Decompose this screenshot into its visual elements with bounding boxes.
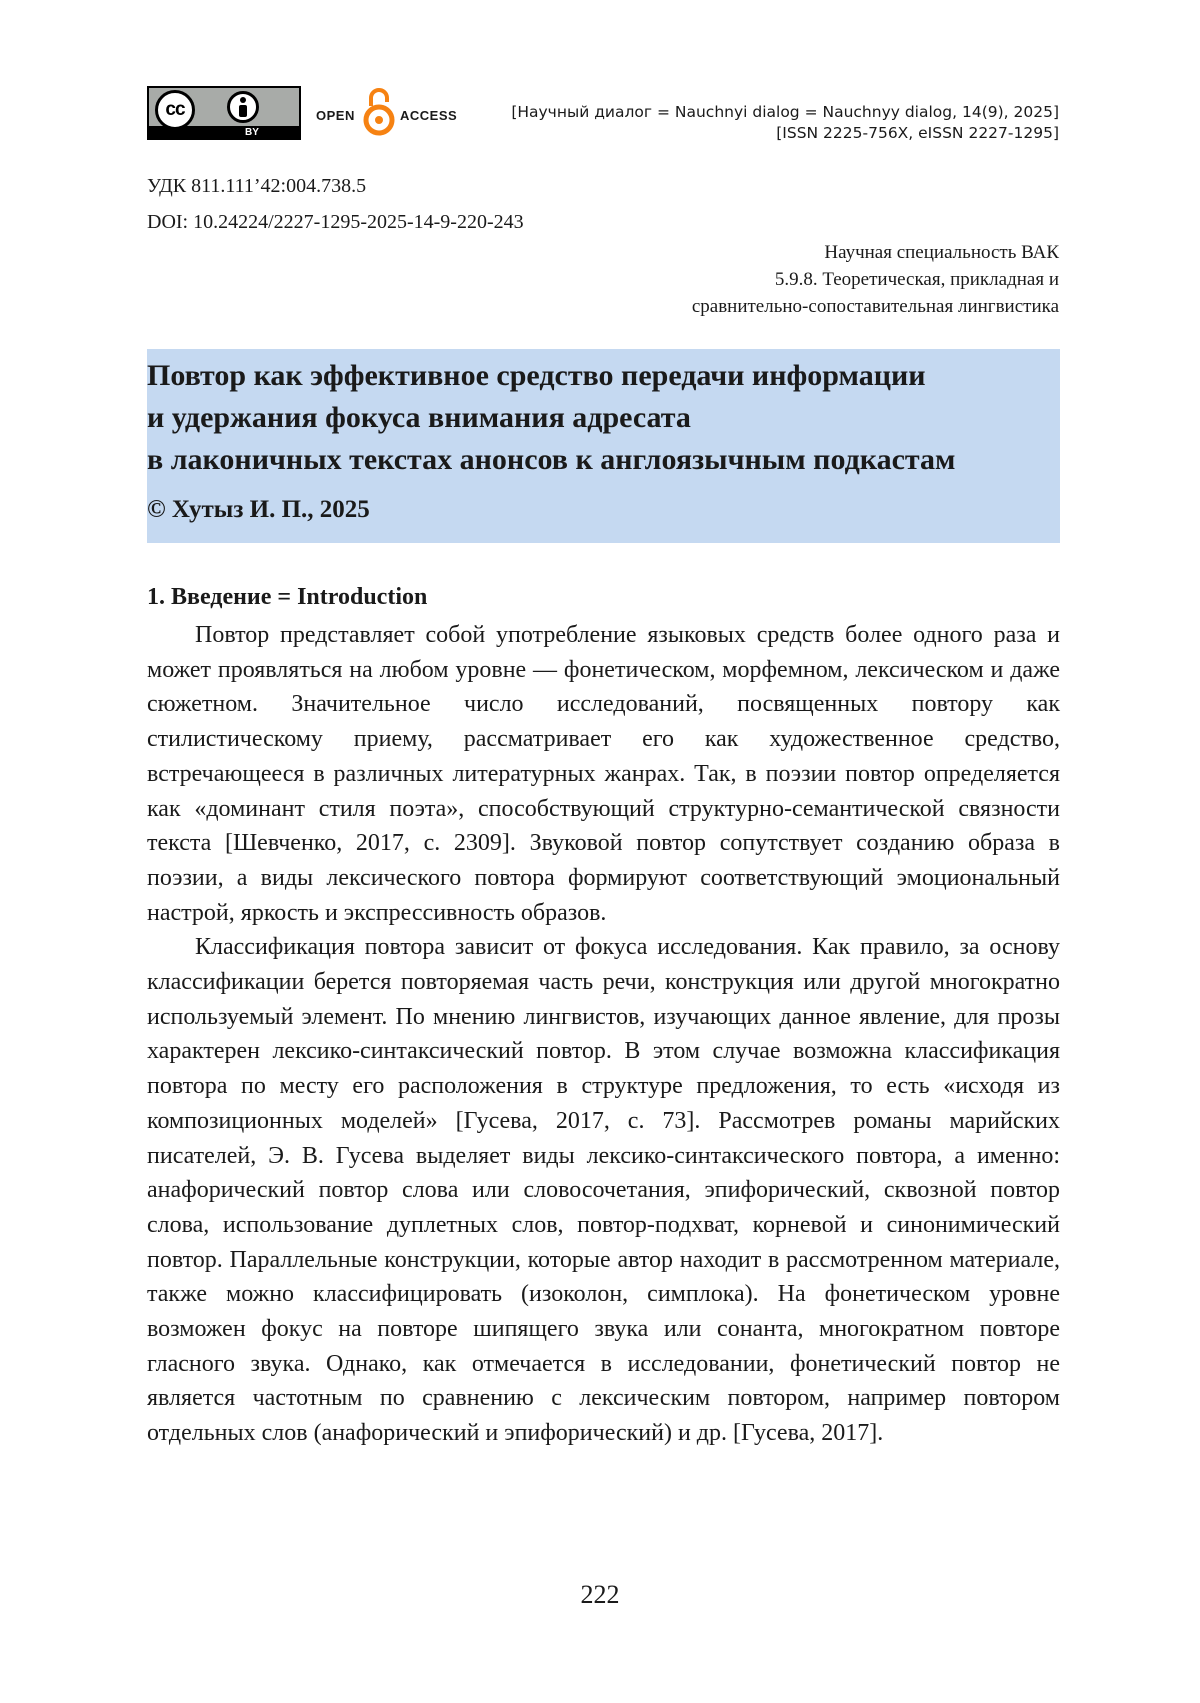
attribution-person-icon <box>227 91 259 123</box>
article-title <box>147 355 955 481</box>
body-paragraph: Классификация повтора зависит от фокуса исследования. Как правило, за основу классификации берется повторяемая часть речи, конструкция или другой многократно используемый элемент. По мнению лингвистов, изучающих данное явление, для прозы характерен лексико-синтаксический повтор. В этом случае возможна классификация повтора по месту его расположения в структуре предложения, то есть «исходя из композиционных моделей» [Гусева, 2017, с. 73]. Рассмотрев романы марийских писателей, Э. В. Гусева выделяет виды лексико-синтаксического повтора, а именно: анафорический повтор слова или словосочетания, эпифорический, сквозной повтор слова, использование дуплетных слов, повтор-подхват, корневой и синонимический повтор. Параллельные конструкции, которые автор находит в рассмотренном материале, также можно классифицировать (изоколон, симплока). На фонетическом уровне возможен фокус на повторе шипящего звука или сонанта, многократном повторе гласного звука. Однако, как отмечается в исследовании, фонетический повтор не является частотным по сравнению с лексическим повтором, например повтором отдельных слов (анафорический и эпифорический) и др. [Гусева, 2017]. <box>147 934 1060 1447</box>
open-access-open-text: OPEN <box>316 108 355 123</box>
creative-commons-icon: cc <box>155 90 195 130</box>
body-paragraph: Повтор представляет собой употребление языковых средств более одного раза и может проявляться на любом уровне — фонетическом, морфемном, лексическом и даже сюжетном. Значительное число исследований, посвященных повтору как стилистическому приему, рассматривает его как художественное средство, встречающееся в различных литературных жанрах. Так, в поэзии повтор определяется как «доминант стиля поэта», способствующий структурно-семантической связности текста [Шевченко, 2017, с. 2309]. Звуковой повтор сопутствует созданию образа в поэзии, а виды лексического повтора формируют соответствующий эмоциональный настрой, яркость и экспрессивность образов. <box>147 622 1060 926</box>
article-title-block <box>147 349 1060 543</box>
doi-identifier[interactable]: DOI: 10.24224/2227-1295-2025-14-9-220-243 <box>147 211 524 233</box>
journal-issn-line: [ISSN 2225-756X, eISSN 2227-1295] <box>776 124 1059 142</box>
journal-citation-header <box>511 102 1059 144</box>
page-number: 222 <box>580 1580 620 1609</box>
open-access-logo[interactable] <box>316 86 466 138</box>
vak-specialty-name: сравнительно-сопоставительная лингвистика <box>691 296 1059 317</box>
udk-code: УДК 811.111’42:004.738.5 <box>147 175 367 197</box>
article-author-copyright: © Хутыз И. П., 2025 <box>147 496 370 523</box>
article-title-line: Повтор как эффективное средство передачи информации <box>147 359 926 392</box>
journal-citation-line: [Научный диалог = Nauchnyi dialog = Nauchnyy dialog, 14(9), 2025] <box>511 103 1059 121</box>
article-body <box>147 618 1060 1451</box>
open-lock-icon <box>362 86 396 138</box>
article-title-line: и удержания фокуса внимания адресата <box>147 401 691 434</box>
vak-specialty <box>692 239 1059 320</box>
vak-specialty-code: 5.9.8. Теоретическая, прикладная и <box>774 269 1059 290</box>
open-access-access-text: ACCESS <box>400 108 458 123</box>
vak-specialty-label: Научная специальность ВАК <box>824 242 1059 263</box>
license-by-label: BY <box>245 127 259 138</box>
section-heading-introduction: 1. Введение = Introduction <box>147 584 428 610</box>
article-title-line: в лаконичных текстах анонсов к англоязычным подкастам <box>147 443 956 476</box>
cc-by-license-badge[interactable] <box>147 86 301 140</box>
